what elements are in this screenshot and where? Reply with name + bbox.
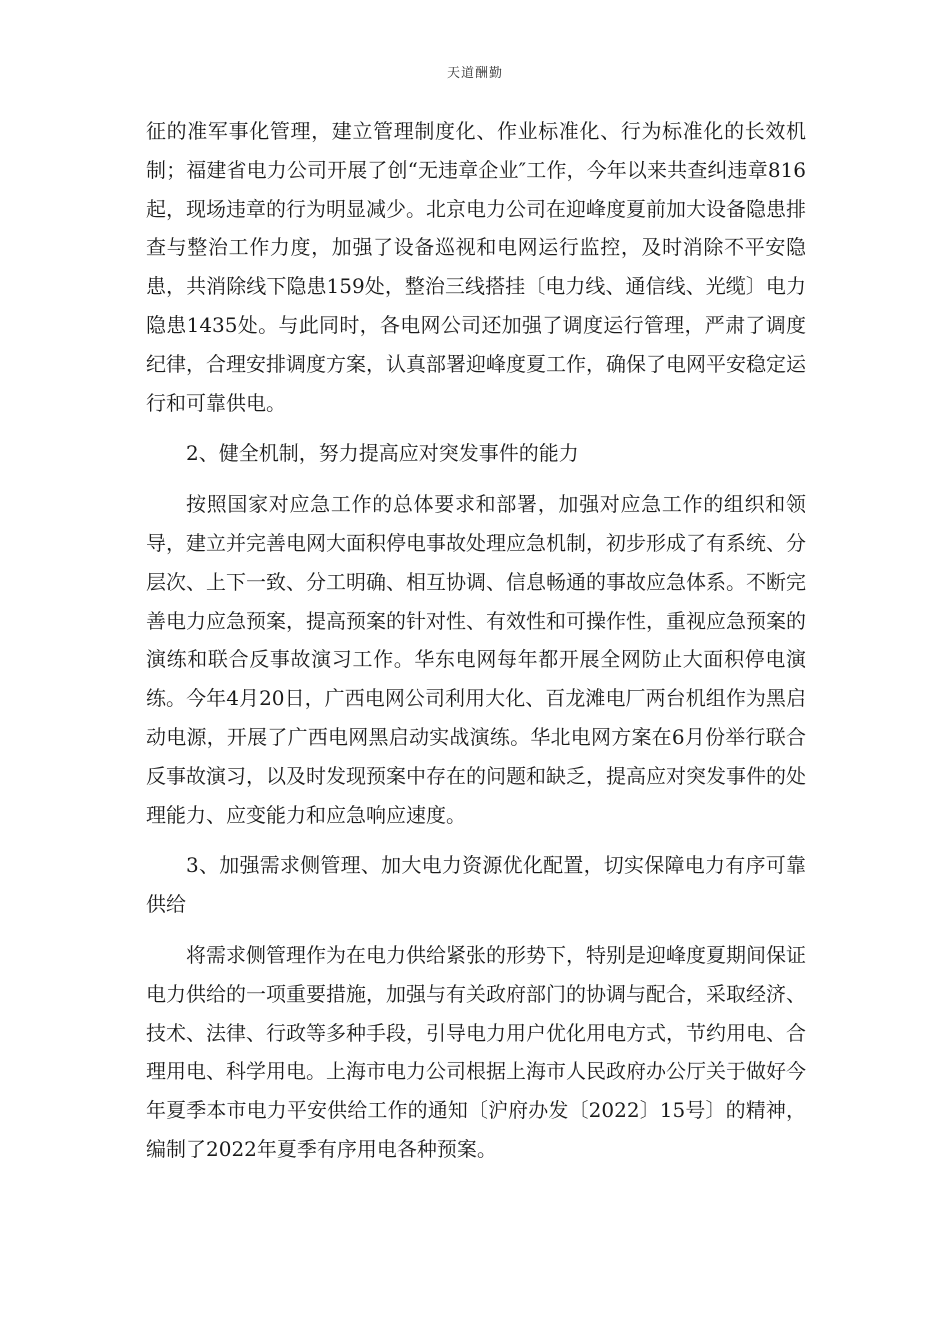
paragraph-continuation: 征的准军事化管理，建立管理制度化、作业标准化、行为标准化的长效机制；福建省电力公司开展了创“无违章企业″工作，今年以来共查纠违章816起，现场违章的行为明显减少。北京电力公司在迎峰度夏前加大设备隐患排查与整治工作力度，加强了设备巡视和电网运行监控，及时消除不平安隐患，共消除线下隐患159处，整治三线搭挂〔电力线、通信线、光缆〕电力隐患1435处。与此同时，各电网公司还加强了调度运行管理，严肃了调度纪律，合理安排调度方案，认真部署迎峰度夏工作，确保了电网平安稳定运行和可靠供电。: [146, 119, 806, 415]
paragraph-demand-side: 将需求侧管理作为在电力供给紧张的形势下，特别是迎峰度夏期间保证电力供给的一项重要措施，加强与有关政府部门的协调与配合，采取经济、技术、法律、行政等多种手段，引导电力用户优化用电方式，节约用电、合理用电、科学用电。上海市电力公司根据上海市人民政府办公厅关于做好今年夏季本市电力平安供给工作的通知〔沪府办发〔2022〕15号〕的精神，编制了2022年夏季有序用电各种预案。: [146, 942, 806, 1161]
page-header: 天道酬勤: [446, 66, 503, 81]
section-heading-2: 2、健全机制，努力提高应对突发事件的能力: [186, 441, 579, 466]
section-heading-3: 3、加强需求侧管理、加大电力资源优化配置，切实保障电力有序可靠供给: [146, 853, 806, 917]
paragraph-emergency: 按照国家对应急工作的总体要求和部署，加强对应急工作的组织和领导，建立并完善电网大面积停电事故处理应急机制，初步形成了有系统、分层次、上下一致、分工明确、相互协调、信息畅通的事故应急体系。不断完善电力应急预案，提高预案的针对性、有效性和可操作性，重视应急预案的演练和联合反事故演习工作。华东电网每年都开展全网防止大面积停电演练。今年4月20日，广西电网公司利用大化、百龙滩电厂两台机组作为黑启动电源，开展了广西电网黑启动实战演练。华北电网方案在6月份举行联合反事故演习，以及时发现预案中存在的问题和缺乏，提高应对突发事件的处理能力、应变能力和应急响应速度。: [146, 492, 806, 827]
document-body: [146, 112, 806, 1169]
